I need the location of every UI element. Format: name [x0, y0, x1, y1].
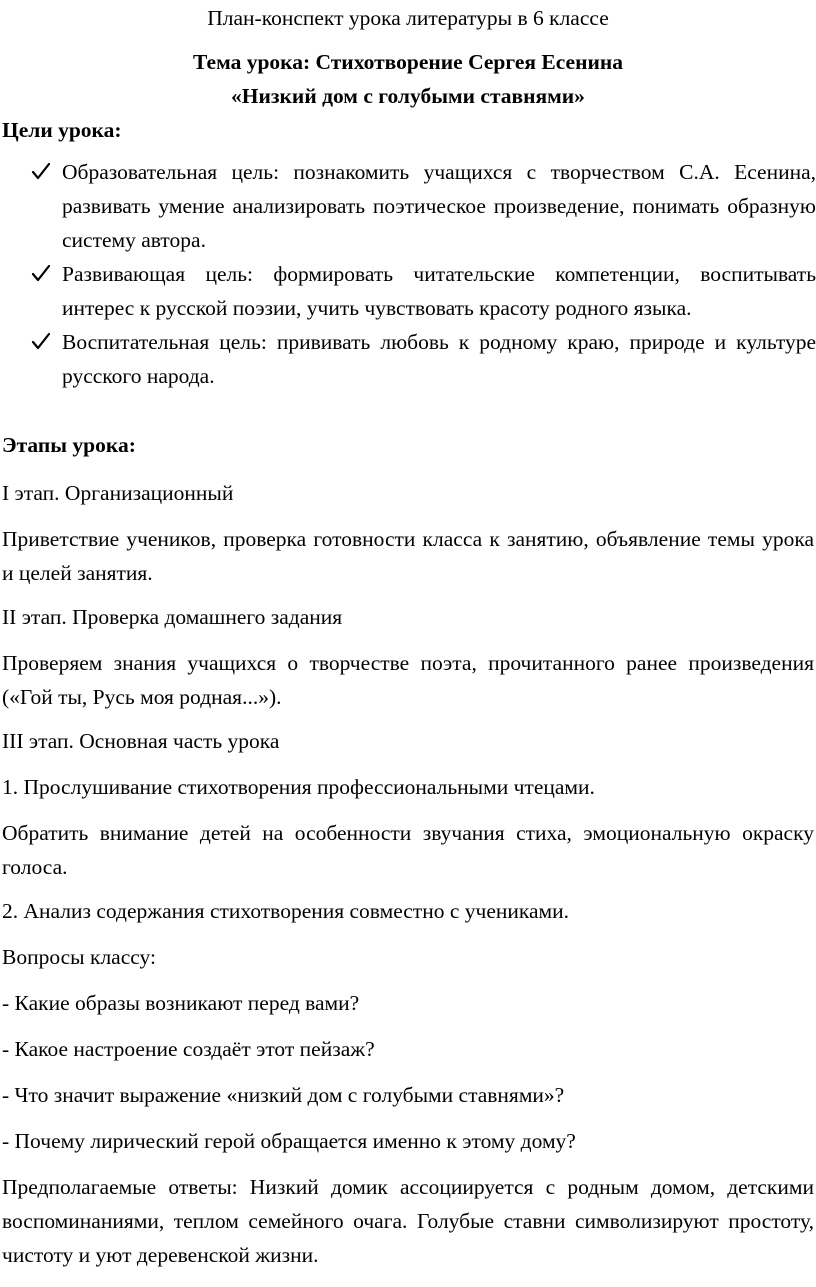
step-1-heading: 1. Прослушивание стихотворения профессиональными чтецами. [2, 775, 595, 799]
goal-item-developmental [30, 257, 816, 325]
checkmark-icon [30, 257, 52, 291]
stage-1-text: Приветствие учеников, проверка готовности класса к занятию, объявление темы урока и целей занятия. [2, 527, 814, 585]
question-item: - Что значит выражение «низкий дом с голубыми ставнями»? [2, 1083, 565, 1107]
goal-text: Образовательная цель: познакомить учащихся с творчеством С.А. Есенина, развивать умение анализировать поэтическое произведение, понимать образную систему автора. [62, 160, 816, 252]
stage-1-title: I этап. Организационный [2, 481, 234, 505]
questions-label: Вопросы классу: [2, 945, 156, 969]
goal-item-educational [30, 155, 816, 257]
lesson-topic-line-1: Тема урока: Стихотворение Сергея Есенина [193, 50, 623, 74]
stage-2-title: II этап. Проверка домашнего задания [2, 605, 343, 629]
stages-heading: Этапы урока: [2, 433, 136, 457]
stage-3-title: III этап. Основная часть урока [2, 729, 280, 753]
question-item: - Какое настроение создаёт этот пейзаж? [2, 1037, 375, 1061]
goal-item-upbringing [30, 325, 816, 393]
checkmark-icon [30, 325, 52, 359]
step-2-heading: 2. Анализ содержания стихотворения совместно с учениками. [2, 899, 570, 923]
checkmark-icon [30, 155, 52, 189]
goals-list [30, 155, 816, 393]
expected-answers: Предполагаемые ответы: Низкий домик ассоциируется с родным домом, детскими воспоминаниями, теплом семейного очага. Голубые ставни символизируют простоту, чистоту и уют деревенской жизни. [2, 1175, 814, 1267]
stage-2-text: Проверяем знания учащихся о творчестве поэта, прочитанного ранее произведения («Гой ты, Русь моя родная...»). [2, 651, 814, 709]
document-title: План-конспект урока литературы в 6 классе [207, 6, 609, 30]
question-item: - Какие образы возникают перед вами? [2, 991, 360, 1015]
question-item: - Почему лирический герой обращается именно к этому дому? [2, 1129, 576, 1153]
lesson-topic-line-2: «Низкий дом с голубыми ставнями» [231, 84, 585, 108]
goals-heading: Цели урока: [2, 118, 122, 142]
goal-text: Воспитательная цель: прививать любовь к родному краю, природе и культуре русского народа. [62, 330, 816, 388]
goal-text: Развивающая цель: формировать читательские компетенции, воспитывать интерес к русской поэзии, учить чувствовать красоту родного языка. [62, 262, 816, 320]
step-1-text: Обратить внимание детей на особенности звучания стиха, эмоциональную окраску голоса. [2, 821, 814, 879]
